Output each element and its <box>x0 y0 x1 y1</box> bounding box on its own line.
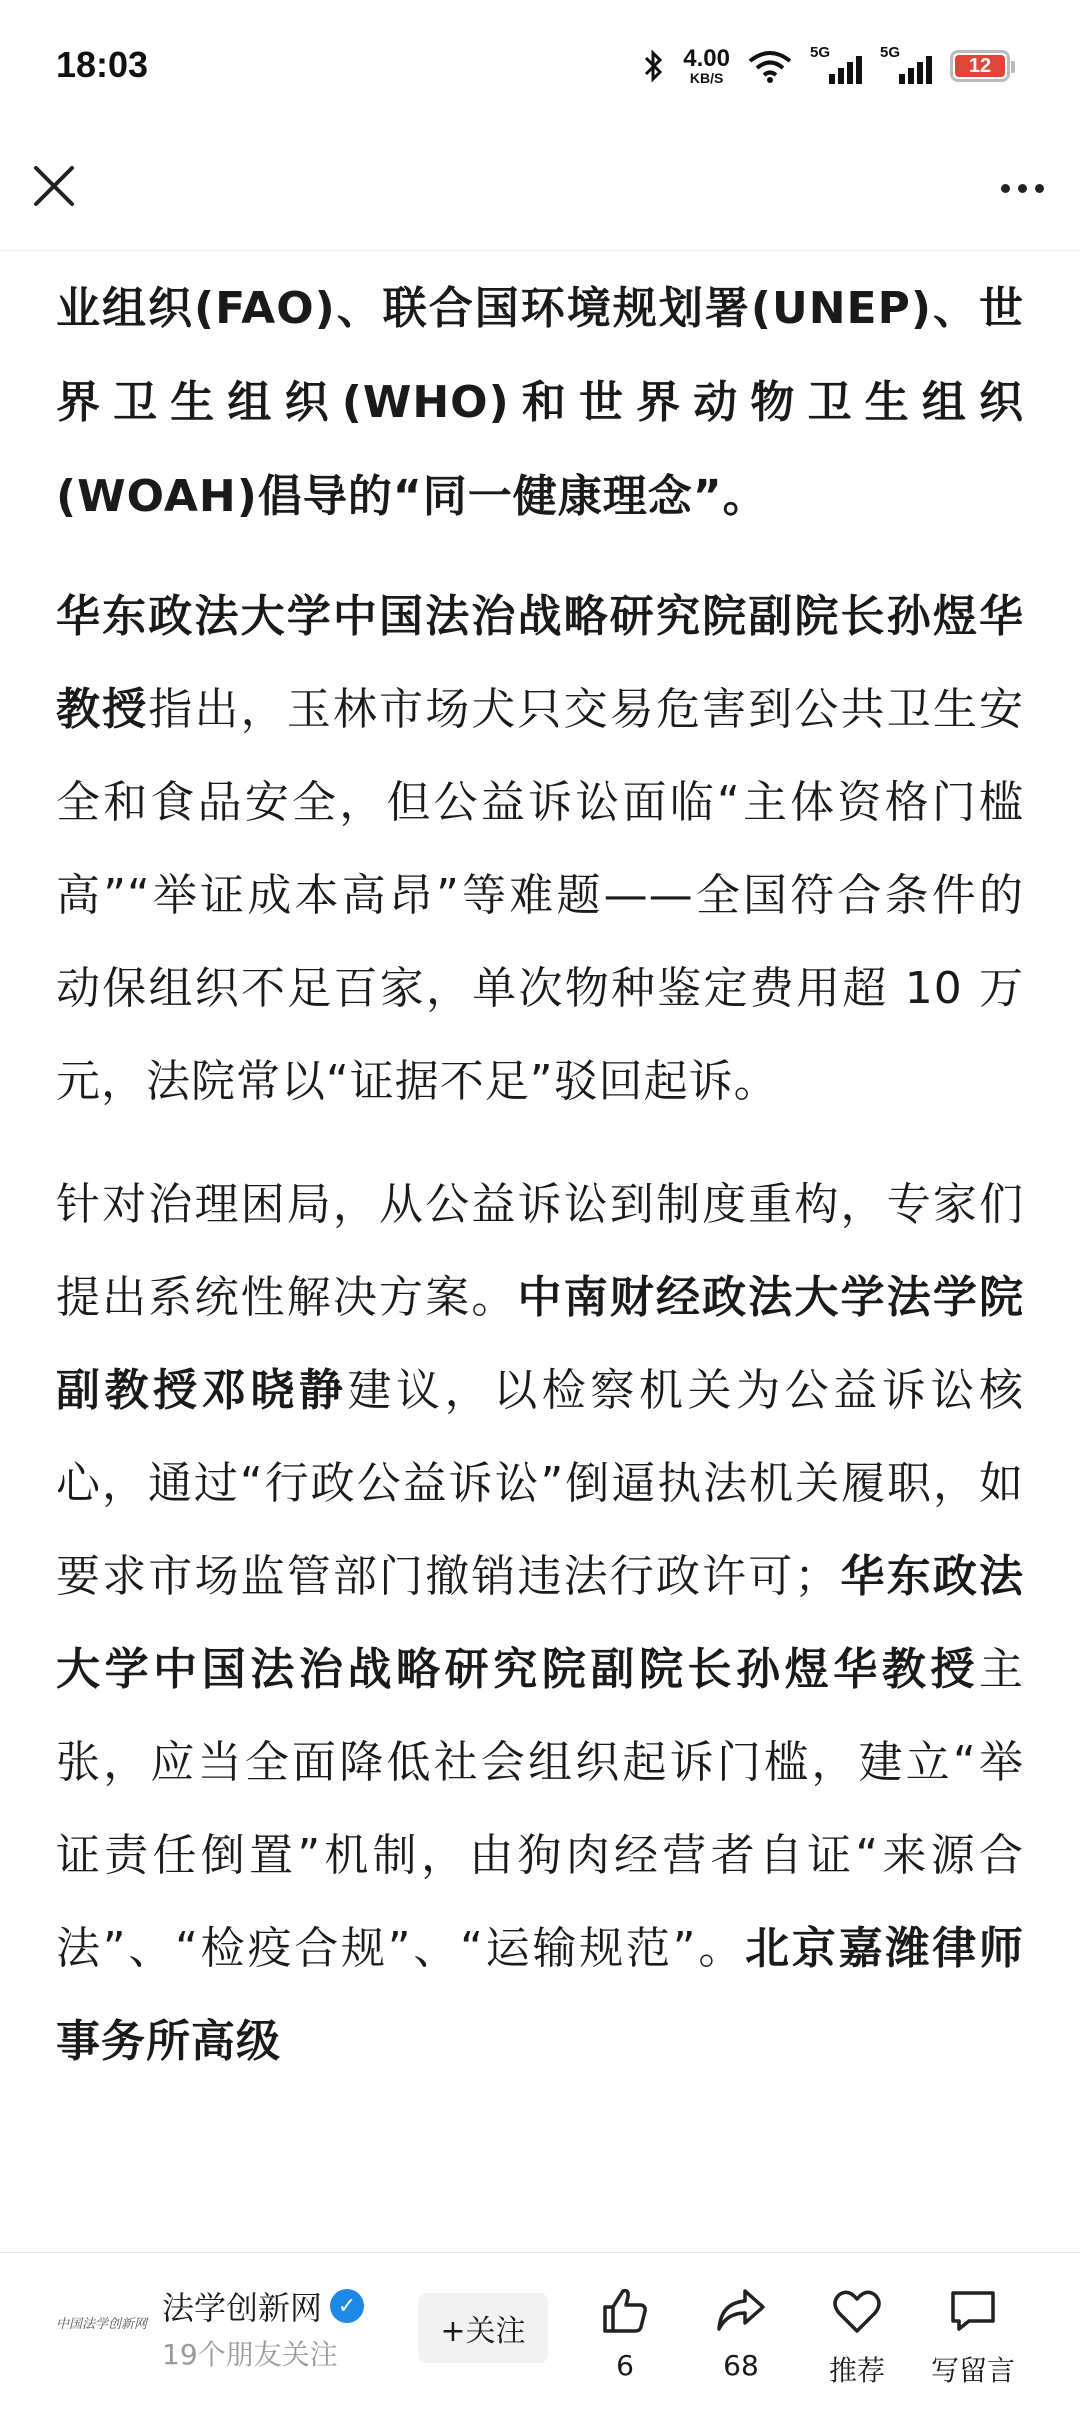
close-icon <box>30 162 78 210</box>
close-button[interactable] <box>30 162 78 210</box>
share-arrow-icon <box>713 2283 769 2339</box>
status-icons <box>643 44 1010 88</box>
bluetooth-icon <box>643 48 665 84</box>
recommend-label: 推荐 <box>828 2354 885 2387</box>
article-paragraph-3: 针对治理困局，从公益诉讼到制度重构，专家们提出系统性解决方案。中南财经政法大学法学院副教授邓晓静建议，以检察机关为公益诉讼核心，通过“行政公益诉讼”倒逼执法机关履职，如要求市场监管部门撤销违法行政许可；华东政法大学中国法治战略研究院副院长孙煜华教授主张，应当全面降低社会组织起诉门槛，建立“举证责任倒置”机制，由狗肉经营者自证“来源合法”、“检疫合规”、“运输规范”。北京嘉潍律师事务所高级 <box>56 1179 1024 2067</box>
signal-sim2-icon: 5G <box>880 46 932 86</box>
article-paragraph-1: 业组织(FAO)、联合国环境规划署(UNEP)、世界卫生组织(WHO)和世界动物卫生组织(WOAH)倡导的“同一健康理念”。 <box>56 283 1024 522</box>
battery-icon <box>950 50 1010 82</box>
account-name[interactable]: 法学创新网 ✓ <box>162 2283 364 2329</box>
comment-label: 写留言 <box>930 2354 1015 2387</box>
status-bar <box>0 0 1080 140</box>
follow-button[interactable]: +关注 <box>418 2293 548 2363</box>
recommend-button[interactable] <box>802 2283 912 2389</box>
expert-name-bold: 华东政法大学中国法治战略研究院副院长孙煜华教授 <box>56 591 1024 735</box>
wifi-icon <box>748 49 792 83</box>
like-button[interactable] <box>570 2283 680 2382</box>
article-paragraph-2: 华东政法大学中国法治战略研究院副院长孙煜华教授指出，玉林市场犬只交易危害到公共卫生安全和食品安全，但公益诉讼面临“主体资格门槛高”“举证成本高昂”等难题——全国符合条件的动保组织不足百家，单次物种鉴定费用超 10 万元，法院常以“证据不足”驳回起诉。 <box>56 591 1024 1107</box>
thumbs-up-icon <box>597 2283 653 2339</box>
more-dots-icon <box>1001 184 1010 193</box>
heart-icon <box>829 2283 885 2339</box>
like-count: 6 <box>616 2349 634 2382</box>
expert-name-bold: 北京嘉潍律师事务所高级 <box>56 1923 1024 2067</box>
status-time: 18:03 <box>56 44 149 85</box>
more-options-button[interactable] <box>994 170 1050 206</box>
comment-bubble-icon <box>945 2283 1001 2339</box>
network-speed: 4.00 KB/S <box>683 45 730 86</box>
article-body <box>56 256 1024 2246</box>
expert-name-bold: 华东政法大学中国法治战略研究院副院长孙煜华教授 <box>56 1551 1024 1695</box>
bottom-action-bar <box>0 2252 1080 2413</box>
signal-sim1-icon: 5G <box>810 46 862 86</box>
share-button[interactable] <box>686 2283 796 2382</box>
comment-button[interactable] <box>918 2283 1028 2389</box>
account-logo[interactable]: 中国法学创新网 <box>56 2317 148 2332</box>
verified-badge-icon: ✓ <box>330 2289 364 2323</box>
battery-level: 12 <box>968 54 992 77</box>
friends-following-text: 19个朋友关注 <box>162 2338 338 2371</box>
share-count: 68 <box>723 2349 759 2382</box>
expert-name-bold: 中南财经政法大学法学院副教授邓晓静 <box>56 1272 1024 1416</box>
top-nav <box>0 140 1080 251</box>
